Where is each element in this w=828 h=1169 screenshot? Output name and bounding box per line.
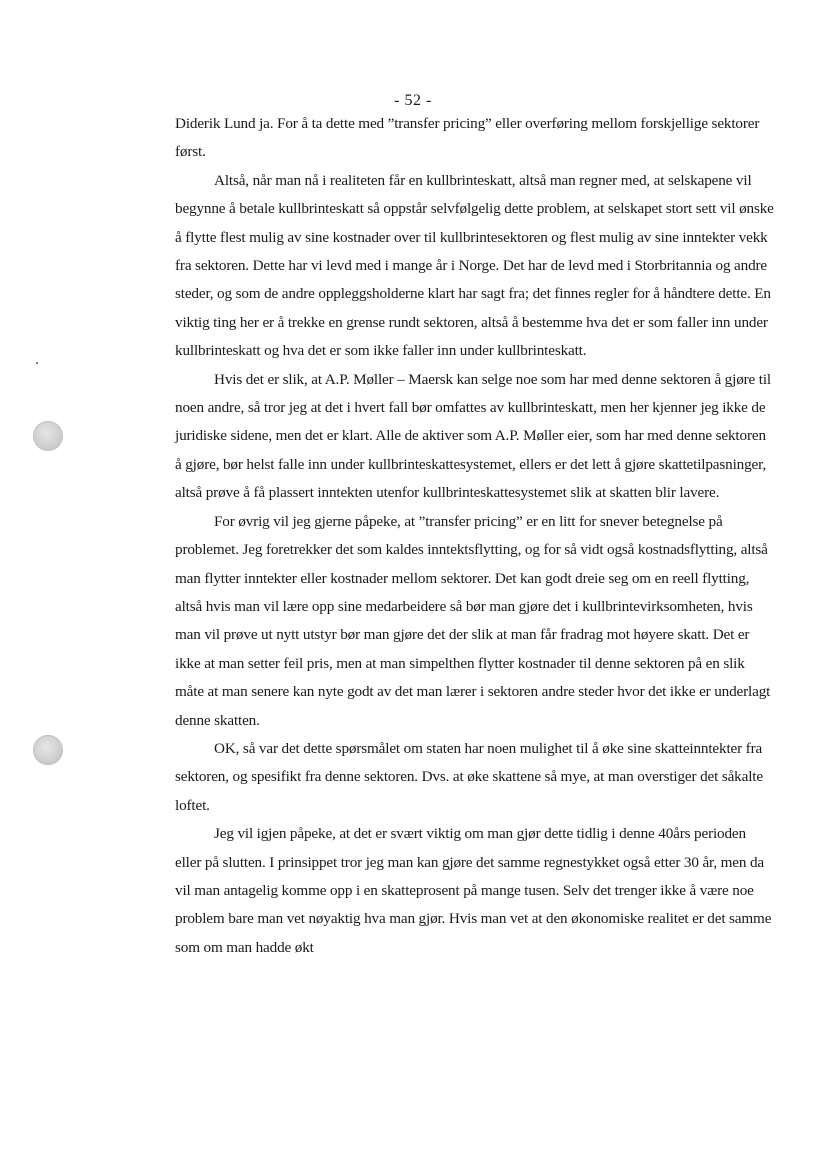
scan-speck <box>36 362 38 364</box>
paragraph-4: For øvrig vil jeg gjerne påpeke, at ”transfer pricing” er en litt for snever betegnelse på problemet. Jeg foretrekker det som kaldes inntektsflytting, og for så vidt også kostnadsflytting, altså man flytter inntekter eller kostnader mellom sektorer. Det kan godt dreie seg om en reell flytting, altså hvis man vil lære opp sine medarbeidere så bør man gjøre det i kullbrintevirksomheten, hvis man vil prøve ut nytt utstyr bør man gjøre det der slik at man får fradrag mot høyere skatt. Det er ikke at man setter feil pris, men at man simpelthen flytter kostnader til denne sektoren på en slik måte at man senere kan nyte godt av det man lærer i sektoren andre steder hvor det ikke er underlagt denne skatten. <box>175 512 771 729</box>
paragraph-5: OK, så var det dette spørsmålet om staten har noen mulighet til å øke sine skatteinntekter fra sektoren, og spesifikt fra denne sektoren. Dvs. at øke skattene så mye, at man overstiger det såkalte loftet. <box>175 739 763 814</box>
paragraph-2: Altså, når man nå i realiteten får en kullbrinteskatt, altså man regner med, at selskapene vil begynne å betale kullbrinteskatt så oppstår selvfølgelig dette problem, at selskapet stort sett vil ønske å flytte flest mulig av sine kostnader over til kullbrintesektoren og flest mulig av sine inntekter vekk fra sektoren. Dette har vi levd med i mange år i Norge. Det har de levd med i Storbritannia og andre steder, og som de andre oppleggsholderne klart har sagt fra; det finnes regler for å håndtere dette. En viktig ting her er å trekke en grense rundt sektoren, altså å bestemme hva det er som faller inn under kullbrinteskatt og hva det er som ikke faller inn under kullbrinteskatt. <box>175 171 774 360</box>
page-number <box>0 92 828 110</box>
page-number-text: - 52 - <box>394 92 432 109</box>
document-body <box>175 110 775 962</box>
punch-hole-top <box>33 421 63 451</box>
paragraph-6: Jeg vil igjen påpeke, at det er svært viktig om man gjør dette tidlig i denne 40års perioden eller på slutten. I prinsippet tror jeg man kan gjøre det samme regnestykket også etter 30 år, men da vil man antagelig komme opp i en skatteprosent på mange tusen. Selv det trenger ikke å være noe problem bare man vet nøyaktig hva man gjør. Hvis man vet at den økonomiske realitet er det samme som om man hadde økt <box>175 825 772 956</box>
paragraph-3: Hvis det er slik, at A.P. Møller – Maersk kan selge noe som har med denne sektoren å gjøre til noen andre, så tror jeg at det i hvert fall bør omfattes av kullbrinteskatt, men her kjenner jeg ikke de juridiske sidene, men det er klart. Alle de aktiver som A.P. Møller eier, som har med denne sektoren å gjøre, bør helst falle inn under kullbrinteskattesystemet, ellers er det lett å gjøre skattetilpasninger, altså prøve å få plassert inntekten utenfor kullbrinteskattesystemet slik at skatten blir lavere. <box>175 370 771 502</box>
paragraph-1: Diderik Lund ja. For å ta dette med ”transfer pricing” eller overføring mellom forskjellige sektorer først. <box>175 115 760 161</box>
punch-hole-bottom <box>33 735 63 765</box>
